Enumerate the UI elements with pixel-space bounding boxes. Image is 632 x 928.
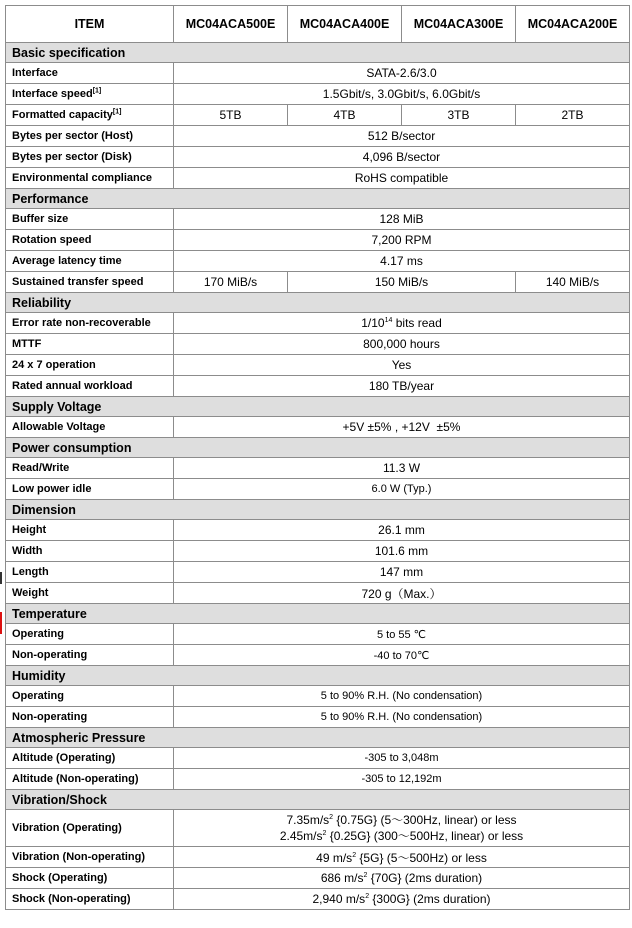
header-item: ITEM: [6, 6, 174, 43]
row-label: [6, 105, 174, 126]
table-row: [6, 583, 630, 604]
table-row: [6, 458, 630, 479]
row-value: [174, 847, 630, 868]
row-label: Height: [6, 520, 174, 541]
row-label: Length: [6, 562, 174, 583]
value-text: 7.35m/s: [286, 813, 330, 827]
value-text: 2,940 m/s: [312, 892, 366, 906]
value-text: {5G} (5～500Hz) or less: [356, 850, 487, 865]
exponent: 2: [363, 872, 368, 879]
row-value: 11.3 W: [174, 458, 630, 479]
section-header: [6, 500, 630, 520]
table-row: [6, 562, 630, 583]
row-label: Bytes per sector (Host): [6, 126, 174, 147]
row-label: Read/Write: [6, 458, 174, 479]
section-header: [6, 666, 630, 686]
header-model: MC04ACA500E: [174, 6, 288, 43]
table-row: [6, 251, 630, 272]
value-text: bits read: [392, 316, 442, 330]
row-label: Error rate non-recoverable: [6, 313, 174, 334]
row-value: 5TB: [174, 105, 288, 126]
row-value: 170 MiB/s: [174, 272, 288, 293]
row-value: 720 g（Max.）: [174, 583, 630, 604]
row-value: 6.0 W (Typ.): [174, 479, 630, 500]
spec-table: [5, 5, 630, 910]
row-value: 512 B/sector: [174, 126, 630, 147]
row-value: 4,096 B/sector: [174, 147, 630, 168]
table-row: [6, 810, 630, 847]
row-value: [174, 889, 630, 910]
row-label: Shock (Non-operating): [6, 889, 174, 910]
row-value: 7,200 RPM: [174, 230, 630, 251]
row-value: 150 MiB/s: [288, 272, 516, 293]
table-row: [6, 355, 630, 376]
header-model: MC04ACA200E: [516, 6, 630, 43]
row-value: 5 to 90% R.H. (No condensation): [174, 707, 630, 728]
row-label: Altitude (Operating): [6, 748, 174, 769]
row-value: 1.5Gbit/s, 3.0Gbit/s, 6.0Gbit/s: [174, 84, 630, 105]
row-value: 140 MiB/s: [516, 272, 630, 293]
section-title: Vibration/Shock: [6, 790, 630, 810]
row-label: Rotation speed: [6, 230, 174, 251]
table-row: [6, 313, 630, 334]
section-header: [6, 397, 630, 417]
section-title: Supply Voltage: [6, 397, 630, 417]
row-label: Altitude (Non-operating): [6, 769, 174, 790]
table-row: [6, 748, 630, 769]
row-label: Interface: [6, 63, 174, 84]
table-row: [6, 84, 630, 105]
spec-table-container: [5, 5, 630, 910]
row-label: Width: [6, 541, 174, 562]
row-label: 24 x 7 operation: [6, 355, 174, 376]
row-value: Yes: [174, 355, 630, 376]
table-row: [6, 209, 630, 230]
exponent: 2: [329, 814, 334, 821]
row-value: RoHS compatible: [174, 168, 630, 189]
exponent: 2: [365, 893, 370, 900]
row-label: Shock (Operating): [6, 868, 174, 889]
value-text: 49 m/s: [316, 850, 353, 865]
table-row: [6, 686, 630, 707]
row-label: Low power idle: [6, 479, 174, 500]
row-value: 3TB: [402, 105, 516, 126]
row-value: -40 to 70℃: [174, 645, 630, 666]
margin-marker-red: [0, 612, 2, 634]
table-row: [6, 520, 630, 541]
row-label: [6, 84, 174, 105]
row-value: SATA-2.6/3.0: [174, 63, 630, 84]
header-model: MC04ACA400E: [288, 6, 402, 43]
row-value: 800,000 hours: [174, 334, 630, 355]
table-row: [6, 889, 630, 910]
value-line: [174, 828, 629, 844]
row-value: -305 to 12,192m: [174, 769, 630, 790]
row-value: -305 to 3,048m: [174, 748, 630, 769]
row-value: 5 to 55 ℃: [174, 624, 630, 645]
table-row: [6, 707, 630, 728]
row-label: Non-operating: [6, 707, 174, 728]
row-label: Vibration (Non-operating): [6, 847, 174, 868]
section-title: Reliability: [6, 293, 630, 313]
row-value: [174, 313, 630, 334]
table-row: [6, 769, 630, 790]
table-row: [6, 645, 630, 666]
row-label: Average latency time: [6, 251, 174, 272]
table-row: [6, 63, 630, 84]
row-label: Operating: [6, 686, 174, 707]
row-value: 2TB: [516, 105, 630, 126]
table-row: [6, 624, 630, 645]
table-row: [6, 479, 630, 500]
section-title: Dimension: [6, 500, 630, 520]
row-value: 180 TB/year: [174, 376, 630, 397]
section-header: [6, 43, 630, 63]
section-header: [6, 790, 630, 810]
table-row: [6, 541, 630, 562]
header-row: [6, 6, 630, 43]
footnote-ref: [1]: [92, 87, 102, 95]
row-label: Vibration (Operating): [6, 810, 174, 847]
section-header: [6, 604, 630, 624]
section-title: Atmospheric Pressure: [6, 728, 630, 748]
exponent: 2: [322, 830, 327, 837]
row-value: 128 MiB: [174, 209, 630, 230]
value-text: {70G} (2ms duration): [367, 871, 483, 885]
table-row: [6, 334, 630, 355]
row-value: 4.17 ms: [174, 251, 630, 272]
row-value: [174, 810, 630, 847]
section-header: [6, 189, 630, 209]
row-label: Bytes per sector (Disk): [6, 147, 174, 168]
table-row: [6, 168, 630, 189]
section-title: Humidity: [6, 666, 630, 686]
row-label: MTTF: [6, 334, 174, 355]
row-label: Environmental compliance: [6, 168, 174, 189]
table-row: [6, 868, 630, 889]
row-label: Buffer size: [6, 209, 174, 230]
value-text: 1/10: [361, 316, 385, 330]
row-value: 101.6 mm: [174, 541, 630, 562]
row-label: Sustained transfer speed: [6, 272, 174, 293]
section-title: Basic specification: [6, 43, 630, 63]
row-label: Non-operating: [6, 645, 174, 666]
value-text: 2.45m/s: [279, 829, 323, 843]
exponent: 14: [384, 317, 393, 324]
row-value: +5V ±5% , +12V ±5%: [174, 417, 630, 438]
value-text: 686 m/s: [320, 871, 364, 885]
margin-marker: [0, 572, 2, 584]
section-header: [6, 728, 630, 748]
row-value: 4TB: [288, 105, 402, 126]
row-value: 147 mm: [174, 562, 630, 583]
section-title: Performance: [6, 189, 630, 209]
row-value: [174, 868, 630, 889]
table-row: [6, 147, 630, 168]
table-row: [6, 417, 630, 438]
table-row: [6, 126, 630, 147]
section-title: Power consumption: [6, 438, 630, 458]
row-label: Rated annual workload: [6, 376, 174, 397]
section-title: Temperature: [6, 604, 630, 624]
table-row: [6, 105, 630, 126]
table-row: [6, 230, 630, 251]
row-label: Allowable Voltage: [6, 417, 174, 438]
row-label: Operating: [6, 624, 174, 645]
footnote-ref: [1]: [112, 108, 122, 116]
value-text: {0.25G} (300～500Hz, linear) or less: [326, 829, 524, 843]
exponent: 2: [352, 851, 357, 859]
section-header: [6, 438, 630, 458]
value-line: [174, 812, 629, 828]
value-text: {0.75G} (5～300Hz, linear) or less: [333, 813, 517, 827]
label-text: Formatted capacity: [12, 109, 113, 121]
table-row: [6, 847, 630, 868]
header-model: MC04ACA300E: [402, 6, 516, 43]
value-text: {300G} (2ms duration): [369, 892, 491, 906]
table-row: [6, 376, 630, 397]
section-header: [6, 293, 630, 313]
row-value: 26.1 mm: [174, 520, 630, 541]
row-value: 5 to 90% R.H. (No condensation): [174, 686, 630, 707]
table-row: [6, 272, 630, 293]
label-text: Interface speed: [12, 88, 93, 100]
row-label: Weight: [6, 583, 174, 604]
